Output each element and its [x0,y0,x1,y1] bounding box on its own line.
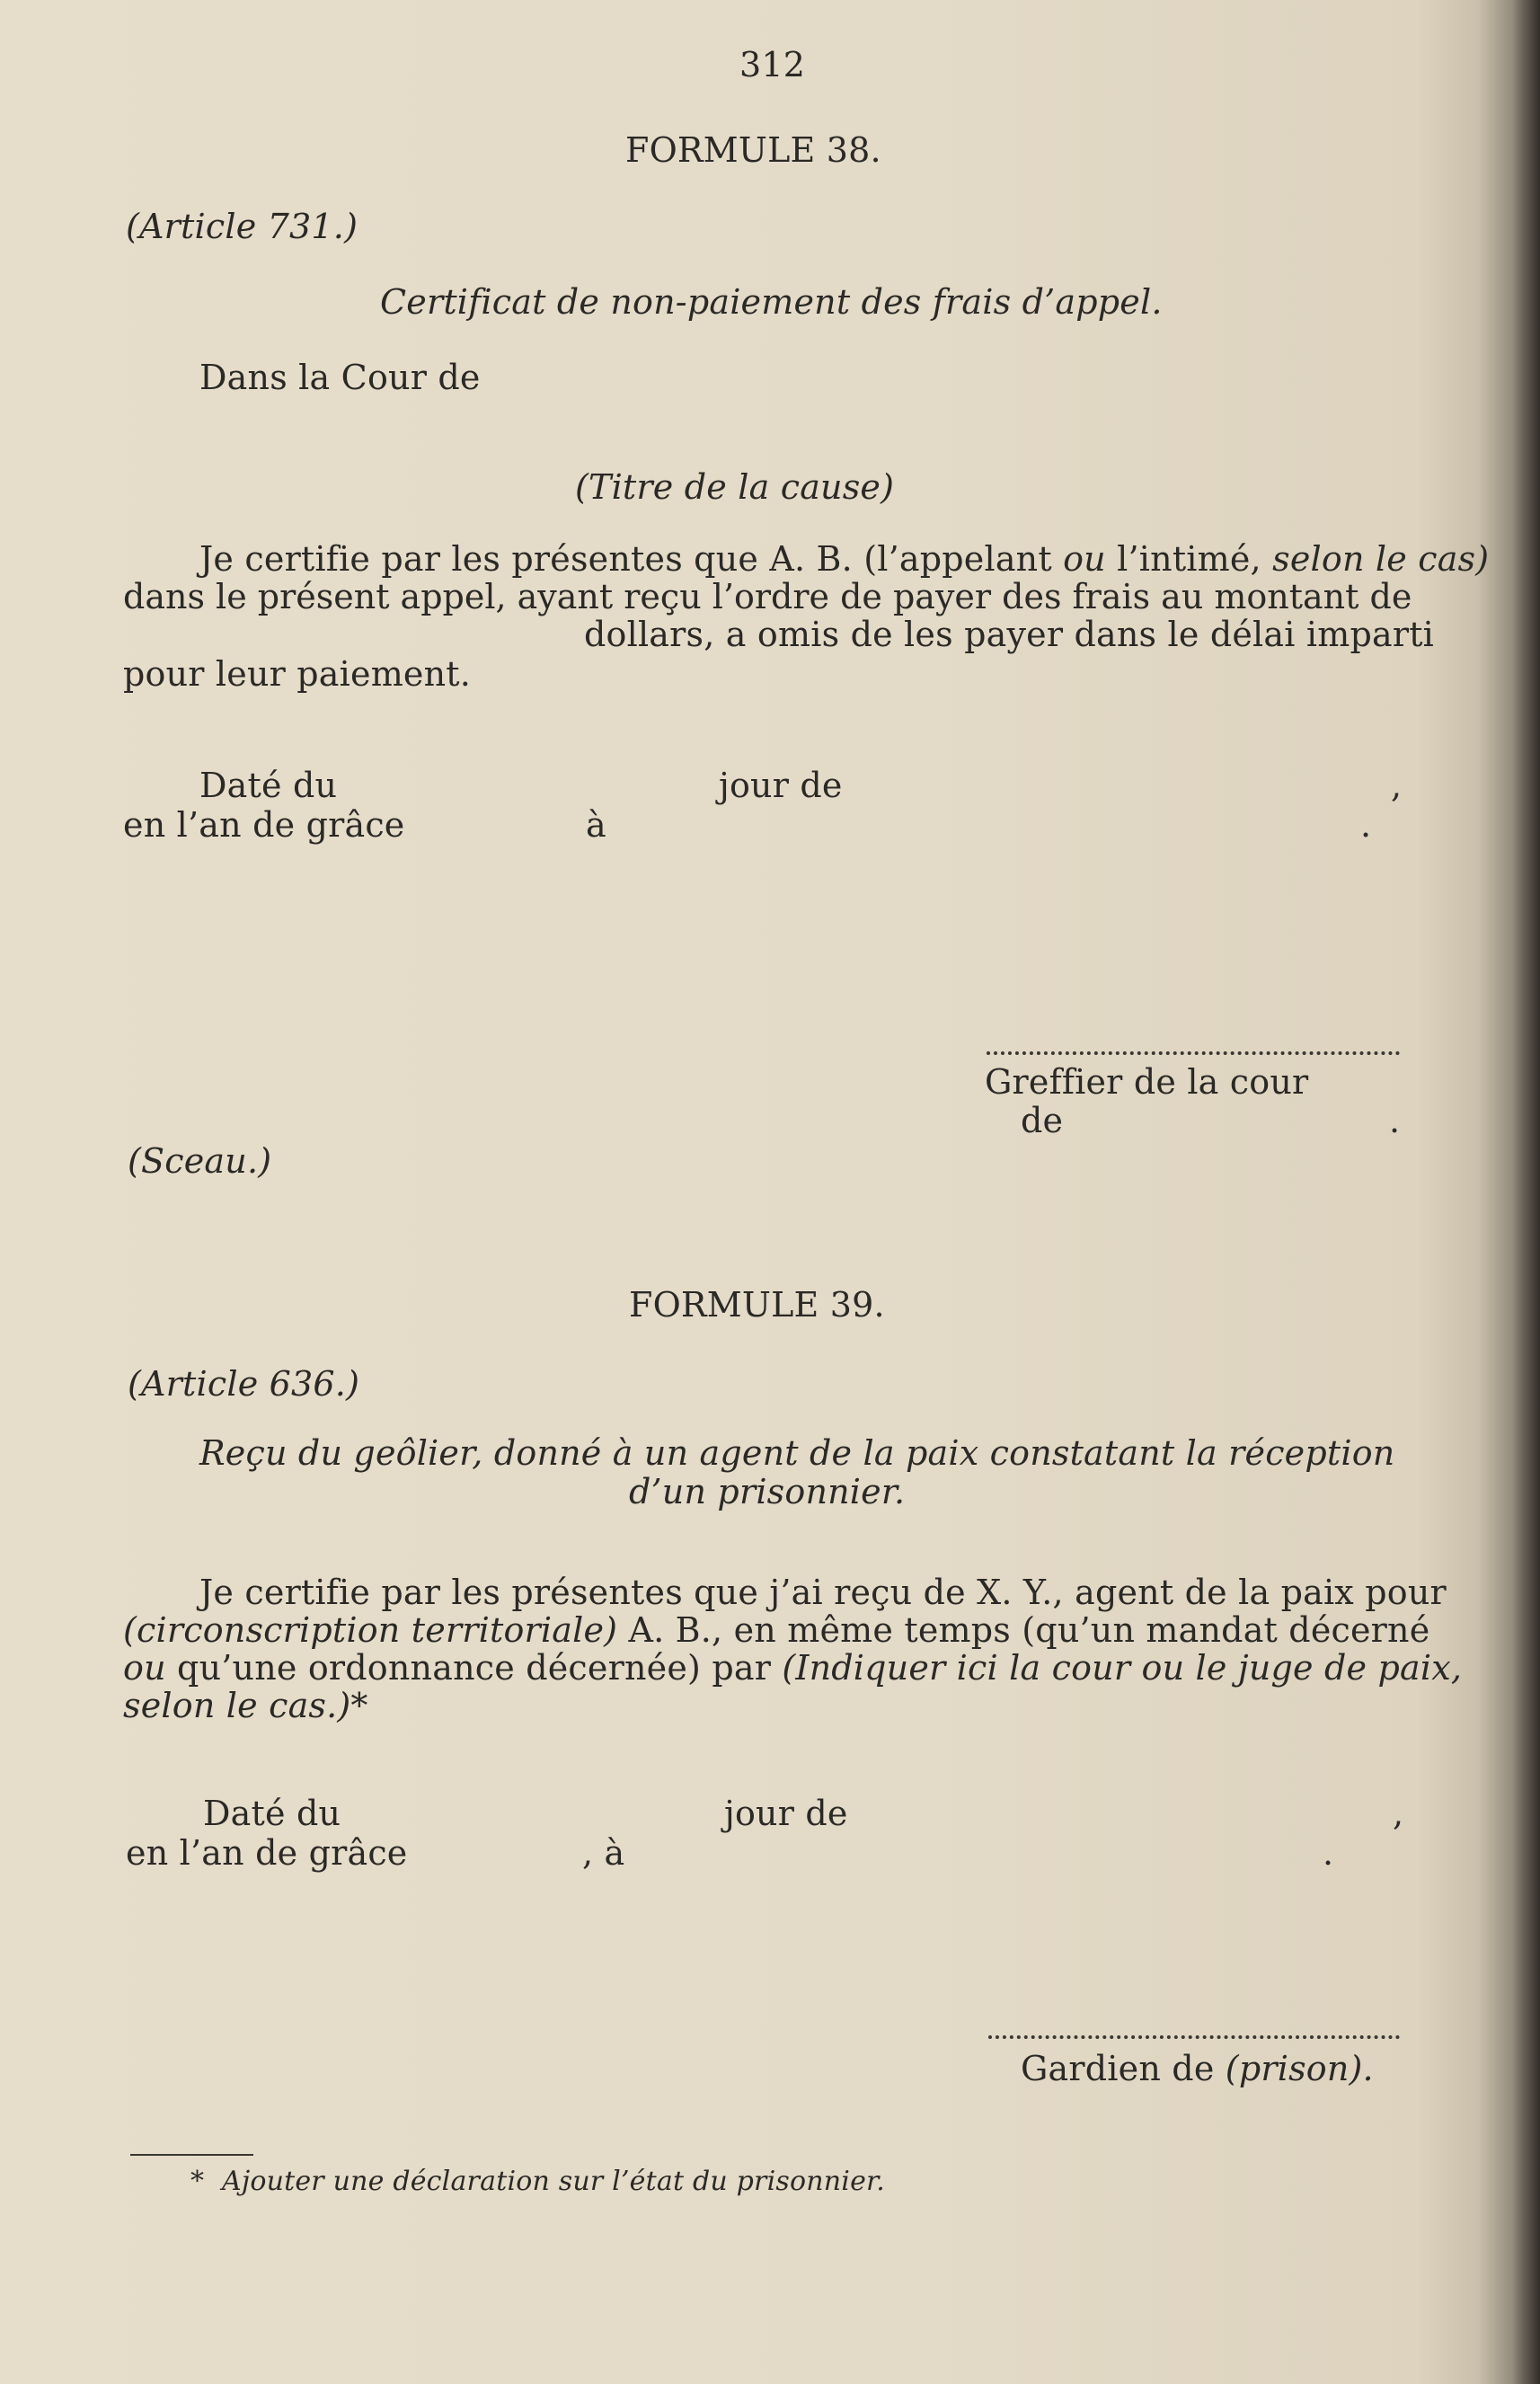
form38-date-period: . [1360,805,1372,845]
form38-body-line4: pour leur paiement. [123,654,472,694]
footnote-mark: * [190,2166,205,2197]
form38-signature-period: . [1389,1101,1401,1140]
form38-signature-de: de [1021,1101,1064,1140]
form38-signature-line [987,1051,1400,1055]
form38-date-comma: , [1391,766,1403,805]
form38-jour-de: jour de [719,766,843,805]
form38-an-de-grace: en l’an de grâce [123,805,405,845]
form38-subtitle: Certificat de non-paiement des frais d’appel. [380,282,1163,322]
form39-date-du: Daté du [203,1794,341,1833]
form39-jour-de: jour de [724,1794,848,1833]
form39-date-period: . [1323,1833,1334,1873]
page-number: 312 [739,45,806,84]
footnote-text: Ajouter une déclaration sur l’état du prisonnier. [221,2166,886,2197]
form39-signature-line [988,2035,1400,2039]
form39-body-line3: ou qu’une ordonnance décernée) par (Indiquer ici la cour ou le juge de paix, [123,1648,1463,1688]
form38-court-line: Dans la Cour de [199,358,481,397]
form39-date-comma: , [1393,1794,1404,1833]
form38-date-a: à [586,805,606,845]
form38-body-line2: dans le présent appel, ayant reçu l’ordre de payer des frais au montant de [123,577,1412,616]
footnote [190,2166,885,2198]
form39-an-de-grace: en l’an de grâce [126,1833,408,1873]
form39-subtitle-line1: Reçu du geôlier, donné à un agent de la paix constatant la réception [199,1433,1395,1473]
form38-cause-title: (Titre de la cause) [575,467,895,507]
form38-date-du: Daté du [199,766,338,805]
form39-title: FORMULE 39. [629,1285,885,1325]
form39-body-line1: Je certifie par les présentes que j’ai reçu de X. Y., agent de la paix pour [199,1573,1447,1612]
form38-signature-title: Greffier de la cour [985,1062,1309,1102]
form39-article: (Article 636.) [128,1364,360,1404]
book-spine-shadow [1513,0,1540,2384]
form38-body-line3: dollars, a omis de les payer dans le délai imparti [584,615,1435,654]
footnote-rule [130,2154,253,2156]
form39-subtitle-line2: d’un prisonnier. [629,1472,906,1511]
form38-seal: (Sceau.) [128,1141,272,1181]
form38-title: FORMULE 38. [625,130,881,170]
form39-date-a: , à [582,1833,625,1873]
form38-article: (Article 731.) [126,207,358,246]
form38-body-line1: Je certifie par les présentes que A. B. (l’appelant ou l’intimé, selon le cas) [199,539,1490,579]
form39-body-line2: (circonscription territoriale) A. B., en même temps (qu’un mandat décerné [123,1610,1430,1650]
form39-body-line4: selon le cas.)* [123,1686,368,1725]
form39-signature: Gardien de (prison). [1021,2049,1374,2088]
